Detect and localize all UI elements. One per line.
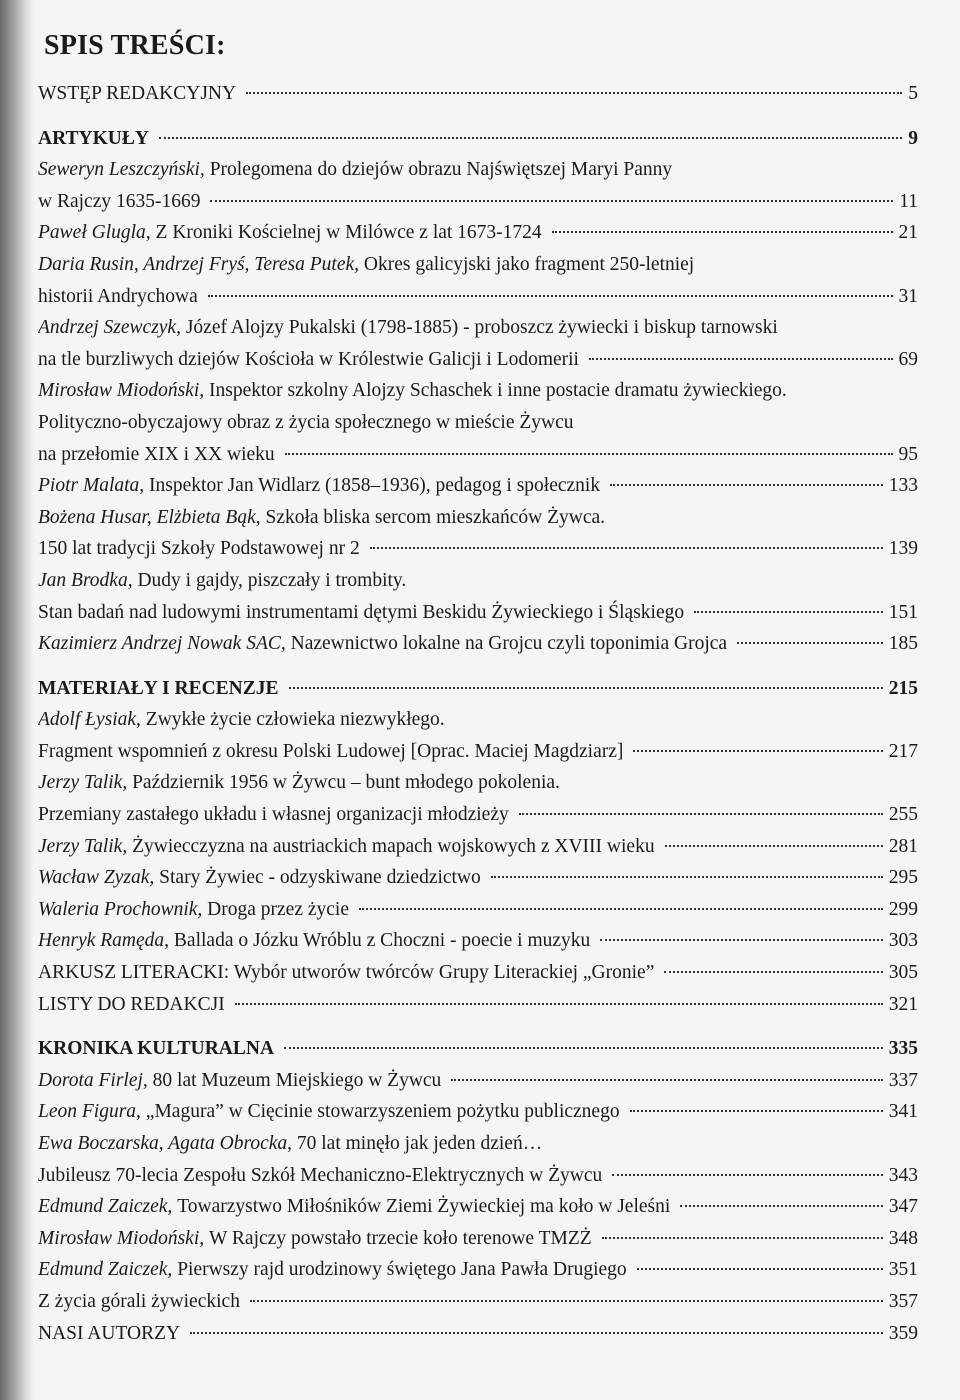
dot-leader xyxy=(519,813,883,815)
entry-title: 70 lat minęło jak jeden dzień… xyxy=(296,1133,543,1154)
entry-title: Z Kroniki Kościelnej w Milówce z lat 1673-1724 xyxy=(155,222,542,244)
entry-author: Henryk Ramęda, xyxy=(38,930,170,952)
dot-leader xyxy=(451,1079,882,1081)
page-number: 305 xyxy=(888,962,918,984)
entry-title: Stary Żywiec - odzyskiwane dziedzictwo xyxy=(159,867,481,889)
toc-entry-line xyxy=(38,1191,918,1223)
toc-entry-line xyxy=(38,894,918,926)
entry-author: Piotr Malata, xyxy=(38,475,145,497)
toc-entry-line xyxy=(38,799,918,831)
dot-leader xyxy=(491,876,883,878)
toc-entry-line xyxy=(38,154,918,186)
dot-leader xyxy=(284,1047,883,1049)
dot-leader xyxy=(680,1205,882,1207)
entry-title: LISTY DO REDAKCJI xyxy=(38,993,225,1015)
toc-entry-line xyxy=(38,1096,918,1128)
entry-author: Jerzy Talik, xyxy=(38,772,128,794)
page-number: 151 xyxy=(888,601,918,623)
page-number: 281 xyxy=(888,835,918,857)
toc-entry-line xyxy=(38,312,918,344)
entry-title: Jubileusz 70-lecia Zespołu Szkół Mechaniczno-Elektrycznych w Żywcu xyxy=(38,1164,603,1186)
entry-title: Nazewnictwo lokalne na Grojcu czyli toponimia Grojca xyxy=(290,633,728,655)
entry-author: Andrzej Szewczyk, xyxy=(38,317,181,339)
entry-author: Daria Rusin, Andrzej Fryś, Teresa Putek, xyxy=(38,253,360,275)
entry-title: NASI AUTORZY xyxy=(38,1322,181,1344)
page-number: 337 xyxy=(888,1069,918,1091)
page-number: 341 xyxy=(888,1101,918,1123)
toc-entry-line xyxy=(38,407,918,439)
dot-leader xyxy=(664,971,882,973)
entry-author: Mirosław Miodoński, xyxy=(38,380,205,402)
toc-entry-line xyxy=(38,597,918,629)
entry-title: historii Andrychowa xyxy=(38,285,198,307)
page-binding-shadow xyxy=(0,0,34,1400)
dot-leader xyxy=(190,1332,883,1334)
section-title: ARTYKUŁY xyxy=(38,127,149,149)
dot-leader xyxy=(602,1237,883,1239)
page-number: 217 xyxy=(888,740,918,762)
section-page-number: 335 xyxy=(888,1038,918,1060)
toc-entry-line xyxy=(38,375,918,407)
dot-leader xyxy=(159,137,902,139)
entry-title: Droga przez życie xyxy=(207,898,349,920)
entry-title: Towarzystwo Miłośników Ziemi Żywieckiej ma koło w Jeleśni xyxy=(177,1196,671,1218)
table-of-contents xyxy=(38,30,918,1349)
toc-entry-line xyxy=(38,767,918,799)
toc-entry-line xyxy=(38,344,918,376)
entry-title: WSTĘP REDAKCYJNY xyxy=(38,83,237,104)
page-number: 347 xyxy=(888,1196,918,1218)
page-number: 95 xyxy=(898,443,918,465)
page-number: 343 xyxy=(888,1164,918,1186)
entry-author: Jerzy Talik, xyxy=(38,835,128,857)
entry-author: Wacław Zyzak, xyxy=(38,867,155,889)
entry-title: Pierwszy rajd urodzinowy świętego Jana Pawła Drugiego xyxy=(177,1259,627,1281)
toc-entry-line xyxy=(38,862,918,894)
toc-entry-line xyxy=(38,1286,918,1318)
dot-leader xyxy=(208,295,893,297)
dot-leader xyxy=(600,939,882,941)
dot-leader xyxy=(552,231,893,233)
entry-title: W Rajczy powstało trzecie koło terenowe TMZŻ xyxy=(209,1227,592,1249)
toc-entry-line xyxy=(38,989,918,1021)
page-number: 5 xyxy=(908,83,918,104)
dot-leader xyxy=(289,687,883,689)
toc-entry-line xyxy=(38,502,918,534)
entry-title: Polityczno-obyczajowy obraz z życia społecznego w mieście Żywcu xyxy=(38,411,574,433)
section-heading xyxy=(38,1033,918,1065)
dot-leader xyxy=(633,750,882,752)
entry-title: Okres galicyjski jako fragment 250-letniej xyxy=(363,253,695,275)
page-number: 357 xyxy=(888,1290,918,1312)
dot-leader xyxy=(610,484,883,486)
toc-entry-line xyxy=(38,1128,918,1160)
toc-entry-line xyxy=(38,704,918,736)
toc-entry-line xyxy=(38,957,918,989)
dot-leader xyxy=(665,845,883,847)
entry-title: Stan badań nad ludowymi instrumentami dętymi Beskidu Żywieckiego i Śląskiego xyxy=(38,601,685,623)
toc-entry-line xyxy=(38,565,918,597)
toc-entry-line xyxy=(38,736,918,768)
entry-author: Bożena Husar, Elżbieta Bąk, xyxy=(38,506,261,528)
toc-entry-line xyxy=(38,249,918,281)
toc-intro-entry xyxy=(38,78,918,110)
dot-leader xyxy=(246,92,902,94)
page-number: 321 xyxy=(888,993,918,1015)
entry-title: Przemiany zastałego układu i własnej organizacji młodzieży xyxy=(38,804,509,826)
entry-author: Jan Brodka, xyxy=(38,569,133,591)
entry-title: Zwykłe życie człowieka niezwykłego. xyxy=(145,709,445,731)
entry-title: w Rajczy 1635-1669 xyxy=(38,190,201,212)
entry-title: na tle burzliwych dziejów Kościoła w Królestwie Galicji i Lodomerii xyxy=(38,348,579,370)
entry-title: na przełomie XIX i XX wieku xyxy=(38,443,275,465)
toc-entry-line xyxy=(38,925,918,957)
dot-leader xyxy=(370,547,883,549)
entry-title: ARKUSZ LITERACKI: Wybór utworów twórców Grupy Literackiej „Gronie” xyxy=(38,962,655,984)
page-number: 133 xyxy=(888,475,918,497)
toc-entry-line xyxy=(38,1160,918,1192)
section-heading xyxy=(38,123,918,155)
section-page-number: 9 xyxy=(908,127,918,149)
toc-entry-line xyxy=(38,533,918,565)
entry-title: Józef Alojzy Pukalski (1798-1885) - proboszcz żywiecki i biskup tarnowski xyxy=(185,317,778,339)
entry-title: Fragment wspomnień z okresu Polski Ludowej [Oprac. Maciej Magdziarz] xyxy=(38,740,624,762)
entry-author: Kazimierz Andrzej Nowak SAC, xyxy=(38,633,286,655)
dot-leader xyxy=(737,642,883,644)
page-number: 303 xyxy=(888,930,918,952)
toc-entry-line xyxy=(38,217,918,249)
toc-entry-line xyxy=(38,1318,918,1350)
page-number: 255 xyxy=(888,804,918,826)
page-number: 185 xyxy=(888,633,918,655)
entry-author: Edmund Zaiczek, xyxy=(38,1259,173,1281)
entry-title: Październik 1956 w Żywcu – bunt młodego pokolenia. xyxy=(132,772,560,794)
dot-leader xyxy=(210,200,893,202)
page-number: 351 xyxy=(888,1259,918,1281)
page-number: 21 xyxy=(898,222,918,244)
section-title: KRONIKA KULTURALNA xyxy=(38,1038,275,1060)
section-title: MATERIAŁY I RECENZJE xyxy=(38,677,279,699)
entry-author: Waleria Prochownik, xyxy=(38,898,203,920)
entry-title: „Magura” w Cięcinie stowarzyszeniem pożytku publicznego xyxy=(145,1101,620,1123)
dot-leader xyxy=(630,1110,883,1112)
dot-leader xyxy=(285,453,893,455)
dot-leader xyxy=(359,908,883,910)
entry-author: Mirosław Miodoński, xyxy=(38,1227,205,1249)
toc-entry-line xyxy=(38,1223,918,1255)
page-number: 295 xyxy=(888,867,918,889)
page-number: 299 xyxy=(888,898,918,920)
entry-title: Prolegomena do dziejów obrazu Najświętszej Maryi Panny xyxy=(209,159,673,181)
entry-author: Adolf Łysiak, xyxy=(38,709,141,731)
page-title: SPIS TREŚCI: xyxy=(44,30,226,61)
entry-author: Leon Figura, xyxy=(38,1101,141,1123)
entry-author: Dorota Firlej, xyxy=(38,1069,148,1091)
dot-leader xyxy=(612,1174,883,1176)
dot-leader xyxy=(637,1268,883,1270)
toc-entry-line xyxy=(38,281,918,313)
entry-author: Seweryn Leszczyński, xyxy=(38,159,205,181)
entry-author: Ewa Boczarska, Agata Obrocka, xyxy=(38,1133,293,1154)
toc-entry-line xyxy=(38,1065,918,1097)
page-number: 359 xyxy=(888,1322,918,1344)
entry-author: Edmund Zaiczek, xyxy=(38,1196,173,1218)
entry-title: Żywiecczyzna na austriackich mapach wojskowych z XVIII wieku xyxy=(132,835,655,857)
section-page-number: 215 xyxy=(888,677,918,699)
toc-entry-line xyxy=(38,439,918,471)
entry-title: Szkoła bliska sercom mieszkańców Żywca. xyxy=(265,506,606,528)
entry-title: Z życia górali żywieckich xyxy=(38,1290,240,1312)
toc-entry-line xyxy=(38,186,918,218)
page-number: 69 xyxy=(898,348,918,370)
toc-entry-line xyxy=(38,1254,918,1286)
page-number: 31 xyxy=(898,285,918,307)
dot-leader xyxy=(250,1300,883,1302)
toc-entry-line xyxy=(38,831,918,863)
entry-title: 80 lat Muzeum Miejskiego w Żywcu xyxy=(152,1069,442,1091)
entry-title: Dudy i gajdy, piszczały i trombity. xyxy=(137,569,407,591)
toc-entry-line xyxy=(38,628,918,660)
entry-title: Ballada o Józku Wróblu z Choczni - poecie i muzyku xyxy=(173,930,591,952)
dot-leader xyxy=(589,358,893,360)
entry-title: Inspektor Jan Widlarz (1858–1936), pedagog i społecznik xyxy=(149,475,601,497)
dot-leader xyxy=(694,611,883,613)
section-heading xyxy=(38,673,918,705)
page-number: 139 xyxy=(888,538,918,560)
toc-sections xyxy=(38,123,918,1350)
entry-title: Inspektor szkolny Alojzy Schaschek i inne postacie dramatu żywieckiego. xyxy=(209,380,787,402)
entry-author: Paweł Glugla, xyxy=(38,222,151,244)
toc-entry-line xyxy=(38,470,918,502)
page-number: 348 xyxy=(888,1227,918,1249)
page-number: 11 xyxy=(899,190,918,212)
entry-title: 150 lat tradycji Szkoły Podstawowej nr 2 xyxy=(38,538,360,560)
dot-leader xyxy=(235,1003,883,1005)
